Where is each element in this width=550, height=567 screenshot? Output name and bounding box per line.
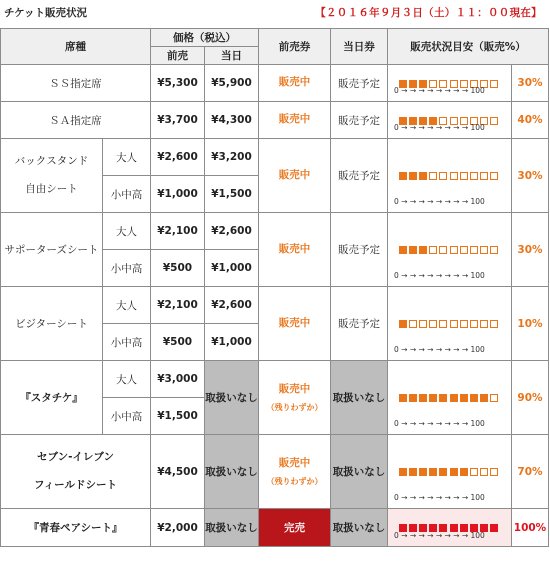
day-price-not-handled: 取扱いなし	[205, 435, 259, 509]
advance-status: 販売中	[259, 213, 331, 287]
sales-percent: 30%	[512, 213, 549, 287]
gauge-scale: 0 → → → → → → → → 100	[394, 493, 485, 502]
gauge-scale: 0 → → → → → → → → 100	[394, 197, 485, 206]
gauge-square-empty	[419, 320, 427, 328]
day-price: ¥2,600	[205, 213, 259, 250]
advance-price: ¥2,100	[151, 287, 205, 324]
gauge-scale: 0 → → → → → → → → 100	[394, 419, 485, 428]
header-price: 価格（税込）	[151, 29, 259, 47]
table-row	[1, 361, 549, 398]
sales-gauge	[388, 213, 512, 287]
header-seat: 席種	[1, 29, 151, 65]
gauge-square-filled	[399, 394, 407, 402]
gauge-square-empty	[490, 80, 498, 88]
sales-gauge	[388, 509, 512, 547]
gauge-square-filled	[460, 394, 468, 402]
ticket-status-table	[0, 28, 549, 547]
gauge-square-filled	[409, 246, 417, 254]
table-row	[1, 65, 549, 102]
gauge-square-filled	[439, 468, 447, 476]
day-price: ¥5,900	[205, 65, 259, 102]
status-note: （残りわずか）	[266, 476, 323, 486]
advance-price: ¥2,600	[151, 139, 205, 176]
gauge-square-filled	[399, 320, 407, 328]
seat-name-line2: フィールドシート	[34, 478, 117, 491]
page-title: チケット販売状況	[4, 7, 88, 19]
table-row	[1, 213, 549, 250]
header-advance-price: 前売	[151, 47, 205, 65]
seat-name-line2: 自由シート	[25, 182, 78, 195]
gauge-scale: 0 → → → → → → → → 100	[394, 86, 485, 95]
advance-price: ¥500	[151, 324, 205, 361]
gauge-square-filled	[490, 524, 498, 532]
sales-gauge	[388, 435, 512, 509]
table-row	[1, 102, 549, 139]
day-ticket-status: 販売予定	[331, 139, 388, 213]
gauge-square-empty	[450, 246, 458, 254]
ticket-type-child: 小中高	[103, 250, 151, 287]
gauge-square-empty	[470, 320, 478, 328]
advance-price: ¥5,300	[151, 65, 205, 102]
gauge-scale: 0 → → → → → → → → 100	[394, 271, 485, 280]
as-of-timestamp: 【２０１６年９月３日（土）１１：００現在】	[315, 7, 542, 19]
gauge-square-empty	[429, 172, 437, 180]
advance-price: ¥2,100	[151, 213, 205, 250]
status-label: 販売中	[278, 456, 311, 469]
day-ticket-status: 販売予定	[331, 65, 388, 102]
sales-gauge	[388, 102, 512, 139]
gauge-scale: 0 → → → → → → → → 100	[394, 123, 485, 132]
header-day-price: 当日	[205, 47, 259, 65]
gauge-square-empty	[460, 172, 468, 180]
advance-status: 販売中	[259, 139, 331, 213]
gauge-square-empty	[490, 394, 498, 402]
gauge-square-filled	[409, 468, 417, 476]
ticket-type-adult: 大人	[103, 139, 151, 176]
gauge-square-filled	[409, 172, 417, 180]
gauge-square-empty	[439, 246, 447, 254]
ticket-type-child: 小中高	[103, 398, 151, 435]
advance-price: ¥1,000	[151, 176, 205, 213]
sales-percent: 30%	[512, 65, 549, 102]
gauge-square-filled	[439, 394, 447, 402]
gauge-square-filled	[470, 394, 478, 402]
sold-out-badge: 完売	[259, 509, 331, 547]
gauge-square-empty	[470, 246, 478, 254]
day-ticket-not-handled: 取扱いなし	[331, 509, 388, 547]
gauge-square-empty	[490, 117, 498, 125]
ticket-type-child: 小中高	[103, 176, 151, 213]
gauge-square-filled	[399, 246, 407, 254]
sales-percent: 10%	[512, 287, 549, 361]
advance-price: ¥4,500	[151, 435, 205, 509]
advance-status	[259, 435, 331, 509]
gauge-square-filled	[480, 394, 488, 402]
gauge-square-filled	[409, 394, 417, 402]
seat-name: 『青春ペアシート』	[1, 509, 151, 547]
gauge-square-filled	[399, 172, 407, 180]
sales-gauge	[388, 361, 512, 435]
ticket-type-adult: 大人	[103, 361, 151, 398]
day-ticket-status: 販売予定	[331, 287, 388, 361]
advance-price: ¥2,000	[151, 509, 205, 547]
advance-price: ¥500	[151, 250, 205, 287]
day-price: ¥4,300	[205, 102, 259, 139]
gauge-square-empty	[460, 246, 468, 254]
gauge-square-empty	[470, 468, 478, 476]
gauge-square-empty	[429, 320, 437, 328]
gauge-square-empty	[460, 320, 468, 328]
gauge-square-filled	[429, 394, 437, 402]
advance-status: 販売中	[259, 287, 331, 361]
gauge-square-filled	[419, 246, 427, 254]
day-price-not-handled: 取扱いなし	[205, 361, 259, 435]
gauge-square-empty	[450, 320, 458, 328]
gauge-square-empty	[480, 320, 488, 328]
seat-name: ビジターシート	[1, 287, 103, 361]
day-price: ¥3,200	[205, 139, 259, 176]
day-price-not-handled: 取扱いなし	[205, 509, 259, 547]
sales-percent: 40%	[512, 102, 549, 139]
gauge-square-filled	[419, 172, 427, 180]
header-day-ticket: 当日券	[331, 29, 388, 65]
status-label: 販売中	[278, 382, 311, 395]
gauge-square-empty	[490, 172, 498, 180]
sales-percent: 30%	[512, 139, 549, 213]
day-ticket-not-handled: 取扱いなし	[331, 435, 388, 509]
gauge-scale: 0 → → → → → → → → 100	[394, 345, 485, 354]
header-advance-ticket: 前売券	[259, 29, 331, 65]
gauge-square-filled	[450, 394, 458, 402]
ticket-type-child: 小中高	[103, 324, 151, 361]
seat-name: ＳＳ指定席	[1, 65, 151, 102]
day-price: ¥2,600	[205, 287, 259, 324]
gauge-square-filled	[419, 394, 427, 402]
seat-name: 『スタチケ』	[1, 361, 103, 435]
advance-status: 販売中	[259, 65, 331, 102]
sales-percent: 70%	[512, 435, 549, 509]
gauge-square-empty	[490, 320, 498, 328]
day-ticket-not-handled: 取扱いなし	[331, 361, 388, 435]
day-price: ¥1,000	[205, 250, 259, 287]
status-note: （残りわずか）	[266, 402, 323, 412]
ticket-type-adult: 大人	[103, 213, 151, 250]
day-price: ¥1,000	[205, 324, 259, 361]
ticket-type-adult: 大人	[103, 287, 151, 324]
gauge-square-empty	[490, 468, 498, 476]
advance-price: ¥3,000	[151, 361, 205, 398]
sales-percent: 90%	[512, 361, 549, 435]
day-ticket-status: 販売予定	[331, 213, 388, 287]
table-row	[1, 139, 549, 176]
seat-name-line1: セブン-イレブン	[36, 451, 115, 464]
gauge-square-empty	[409, 320, 417, 328]
sales-gauge	[388, 287, 512, 361]
advance-status	[259, 361, 331, 435]
table-row	[1, 509, 549, 547]
header-gauge: 販売状況目安（販売%）	[388, 29, 549, 65]
gauge-scale: 0 → → → → → → → → 100	[394, 531, 485, 540]
gauge-square-filled	[399, 468, 407, 476]
sales-gauge	[388, 65, 512, 102]
gauge-square-empty	[480, 246, 488, 254]
table-row	[1, 435, 549, 509]
seat-name: サポーターズシート	[1, 213, 103, 287]
day-price: ¥1,500	[205, 176, 259, 213]
gauge-square-empty	[480, 468, 488, 476]
gauge-square-filled	[450, 468, 458, 476]
gauge-square-filled	[419, 468, 427, 476]
gauge-square-empty	[480, 172, 488, 180]
day-ticket-status: 販売予定	[331, 102, 388, 139]
seat-name: ＳＡ指定席	[1, 102, 151, 139]
gauge-square-empty	[490, 246, 498, 254]
sales-gauge	[388, 139, 512, 213]
gauge-square-empty	[439, 172, 447, 180]
advance-price: ¥1,500	[151, 398, 205, 435]
seat-name	[1, 435, 151, 509]
advance-status: 販売中	[259, 102, 331, 139]
seat-name-line1: バックスタンド	[14, 155, 89, 168]
gauge-square-filled	[429, 468, 437, 476]
gauge-square-empty	[450, 172, 458, 180]
gauge-square-empty	[429, 246, 437, 254]
gauge-square-empty	[439, 320, 447, 328]
gauge-square-filled	[460, 468, 468, 476]
gauge-square-empty	[470, 172, 478, 180]
table-row	[1, 287, 549, 324]
sales-percent: 100%	[512, 509, 549, 547]
advance-price: ¥3,700	[151, 102, 205, 139]
seat-name	[1, 139, 103, 213]
